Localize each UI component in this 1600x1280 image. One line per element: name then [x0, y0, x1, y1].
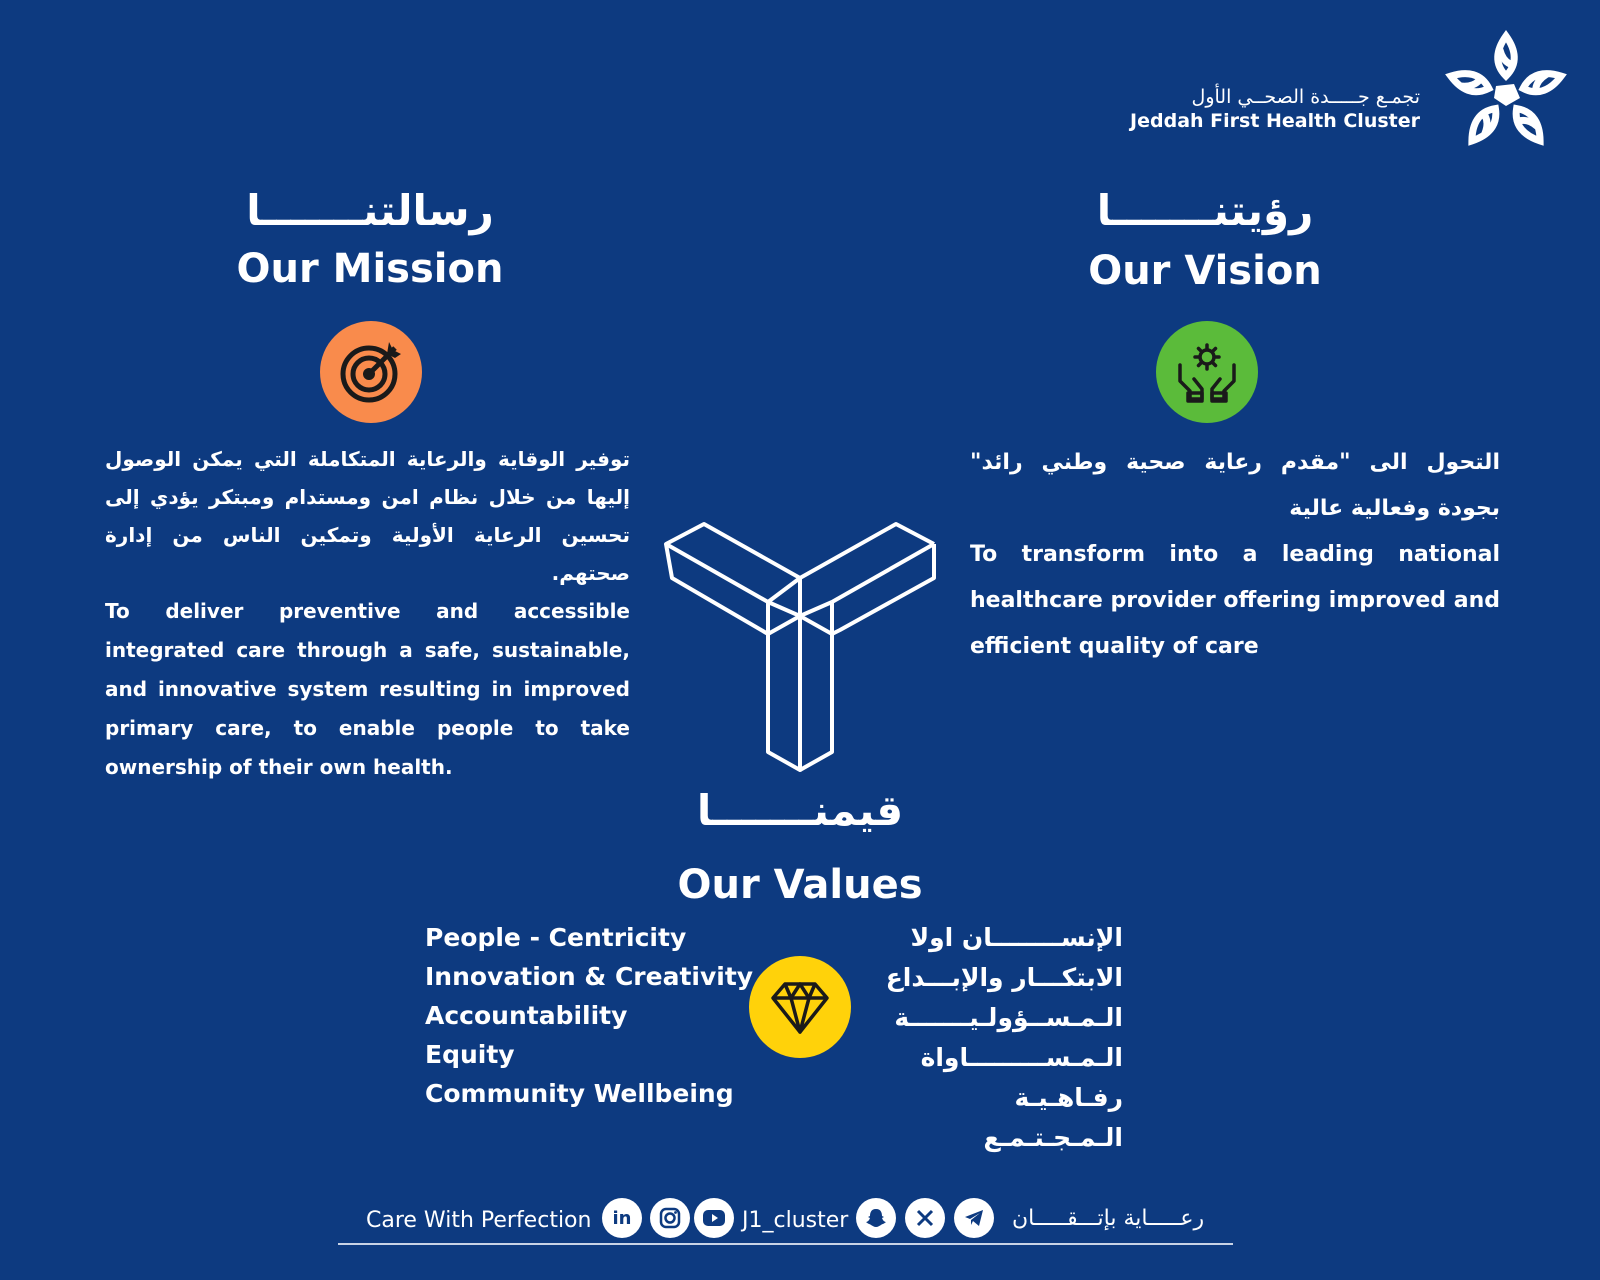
- mission-text: [105, 440, 630, 787]
- values-title-ar: قيمنـــــــا: [696, 786, 904, 835]
- vision-title-ar: رؤيتنـــــــا: [1096, 186, 1314, 235]
- mission-title-en: Our Mission: [236, 246, 504, 292]
- values-list-en: [425, 918, 753, 1113]
- diamond-icon: [767, 974, 833, 1040]
- values-list-ar: [880, 918, 1123, 1158]
- x-icon[interactable]: [905, 1198, 945, 1238]
- value-item-en: Accountability: [425, 1001, 628, 1030]
- value-item-en: Innovation & Creativity: [425, 962, 754, 991]
- footer-slogan-en: Care With Perfection: [366, 1208, 592, 1233]
- values-title-en: Our Values: [677, 862, 923, 908]
- linkedin-icon[interactable]: in: [602, 1198, 642, 1238]
- value-item-ar: رفـاهـيـة الـمـجـتـمـع: [983, 1083, 1123, 1152]
- telegram-icon[interactable]: [954, 1198, 994, 1238]
- mission-icon-circle: [320, 321, 422, 423]
- org-name-en: Jeddah First Health Cluster: [1130, 110, 1420, 132]
- social-handle: J1_cluster: [742, 1208, 849, 1233]
- footer-divider: [338, 1243, 1233, 1245]
- mission-text-en: To deliver preventive and accessible integrated care through a safe, sustainable, and innovative system resulting in improved primary care, to enable people to take ownership of their own health.: [105, 599, 630, 779]
- value-item-en: People - Centricity: [425, 923, 687, 952]
- vision-text-ar: التحول الى "مقدم رعاية صحية وطني رائد" بجودة وفعالية عالية: [970, 450, 1500, 521]
- youtube-icon[interactable]: [694, 1198, 734, 1238]
- vision-text-en: To transform into a leading national healthcare provider offering improved and efficient quality of care: [970, 542, 1500, 659]
- vision-text: [970, 440, 1500, 670]
- hands-gear-icon: [1174, 339, 1240, 405]
- vision-title-en: Our Vision: [1088, 248, 1322, 294]
- mission-text-ar: توفير الوقاية والرعاية المتكاملة التي يمكن الوصول إليها من خلال نظام امن ومستدام ومبتكر يؤدي إلى تحسين الرعاية الأولية وتمكين الناس من إدارة صحتهم.: [105, 447, 630, 585]
- org-name: [1130, 86, 1420, 132]
- values-icon-circle: [749, 956, 851, 1058]
- vision-icon-circle: [1156, 321, 1258, 423]
- org-name-ar: تجمـع جـــــدة الصحــي الأول: [1191, 86, 1420, 108]
- tri-beam-y-icon: [660, 520, 940, 780]
- footer-slogan-ar: رعـــــاية بإتـــقـــــان: [1012, 1206, 1205, 1231]
- value-item-ar: الـمـســـــــــاواة: [920, 1043, 1123, 1072]
- value-item-en: Equity: [425, 1040, 515, 1069]
- value-item-ar: الـمـســؤولـيـــــــة: [894, 1003, 1123, 1032]
- snapchat-icon[interactable]: [856, 1198, 896, 1238]
- value-item-en: Community Wellbeing: [425, 1079, 734, 1108]
- value-item-ar: الإنســــــــان اولا: [910, 923, 1123, 952]
- value-item-ar: الابتكـــار والإبـــداع: [885, 963, 1123, 992]
- instagram-icon[interactable]: [650, 1198, 690, 1238]
- star-flower-logo-icon: [1444, 28, 1568, 152]
- target-icon: [335, 336, 407, 408]
- mission-title-ar: رسالتنـــــــا: [246, 186, 494, 235]
